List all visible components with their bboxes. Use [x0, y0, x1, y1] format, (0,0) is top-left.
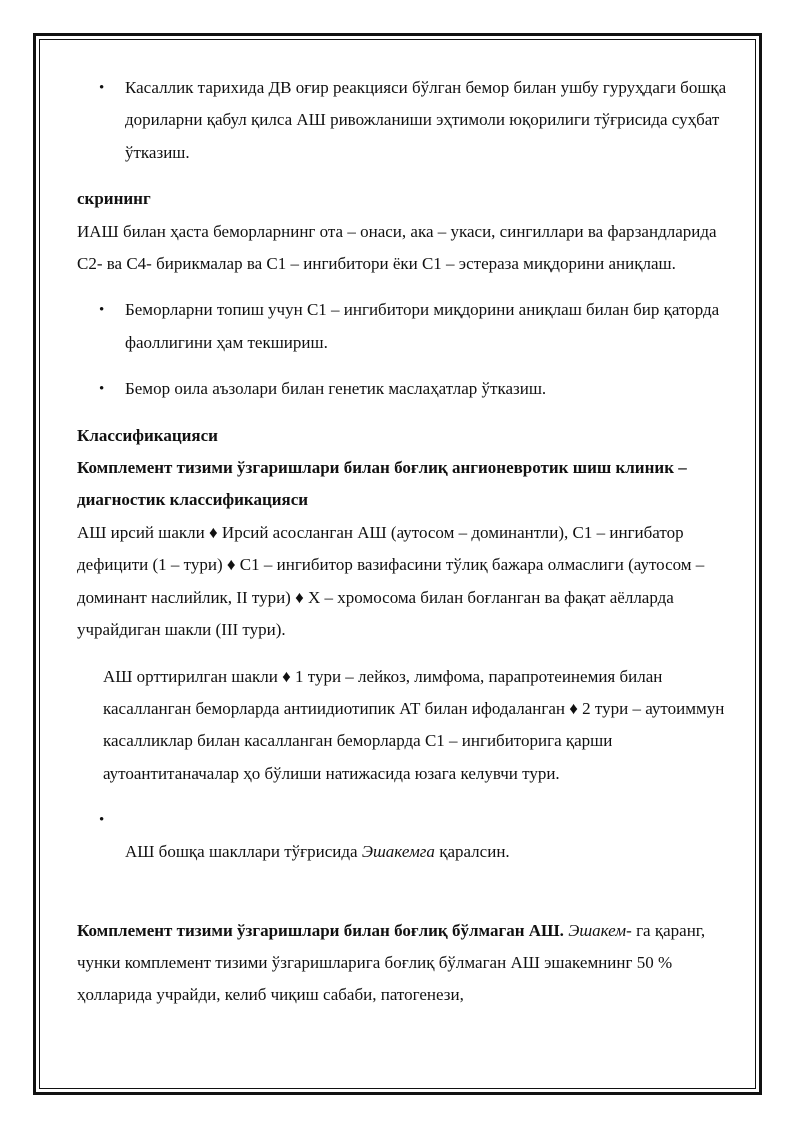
other-forms-paragraph [77, 836, 732, 868]
document-body [77, 72, 732, 1012]
classification-subheading: Комплемент тизими ўзгаришлари билан боғлиқ ангионевротик шиш клиник – диагностик классификацияси [77, 458, 687, 510]
other-forms-italic-link: Эшакемга [361, 842, 435, 862]
empty-bullet-item [77, 804, 732, 836]
screening-heading: скрининг [77, 189, 151, 209]
final-paragraph-text: га қаранг, чунки комплемент тизими ўзгаришларига боғлиқ бўлмаган АШ эшакемнинг 50 % ҳолларида учрайди, келиб чиқиш сабаби, патогенези, [77, 920, 706, 1005]
bullet-item: • Беморларни топиш учун С1 – ингибитори миқдорини аниқлаш билан бир қаторда фаоллигини ҳам текшириш. [77, 294, 732, 359]
final-italic-term: Эшакем- [568, 920, 632, 940]
bullet-item: • Бемор оила аъзолари билан генетик маслаҳатлар ўтказиш. [77, 373, 732, 405]
final-paragraph [77, 915, 732, 1012]
acquired-form-paragraph: АШ орттирилган шакли ♦ 1 тури – лейкоз, лимфома, парапротеинемия билан касалланган беморларда антиидиотипик АТ билан ифодаланган ♦ 2 тури – аутоиммун касалликлар билан касалланган беморларда С1 – ингибиторига қарши аутоантитаначалар ҳо бўлиши натижасида юзага келувчи тури. [103, 666, 725, 783]
other-forms-text-end: қаралсин. [434, 842, 510, 862]
other-forms-text: АШ бошқа шакллари тўғрисида [125, 842, 362, 862]
screening-paragraph: ИАШ билан ҳаста беморларнинг ота – онаси, ака – укаси, сингиллари ва фарзандларида С2- ва С4- бирикмалар ва С1 – ингибитори ёки С1 – эстераза миқдорини аниқлаш. [77, 221, 717, 274]
final-bold-heading: Комплемент тизими ўзгаришлари билан боғлиқ бўлмаган АШ. [77, 920, 564, 940]
hereditary-form-paragraph: АШ ирсий шакли ♦ Ирсий асосланган АШ (аутосом – доминантли), С1 – ингибатор дефицити (1 – тури) ♦ С1 – ингибитор вазифасини тўлиқ бажара олмаслиги (аутосом – доминант наслийлик, II тури) ♦ Х – хромосома билан боғланган ва фақат аёлларда учрайдиган шакли (III тури). [77, 522, 705, 640]
bullet-item: • Касаллик тарихида ДВ оғир реакцияси бўлган бемор билан ушбу гуруҳдаги бошқа дориларни қабул қилса АШ ривожланиши эҳтимоли юқорилиги тўғрисида суҳбат ўтказиш. [77, 72, 732, 169]
classification-heading: Классификацияси [77, 425, 218, 445]
